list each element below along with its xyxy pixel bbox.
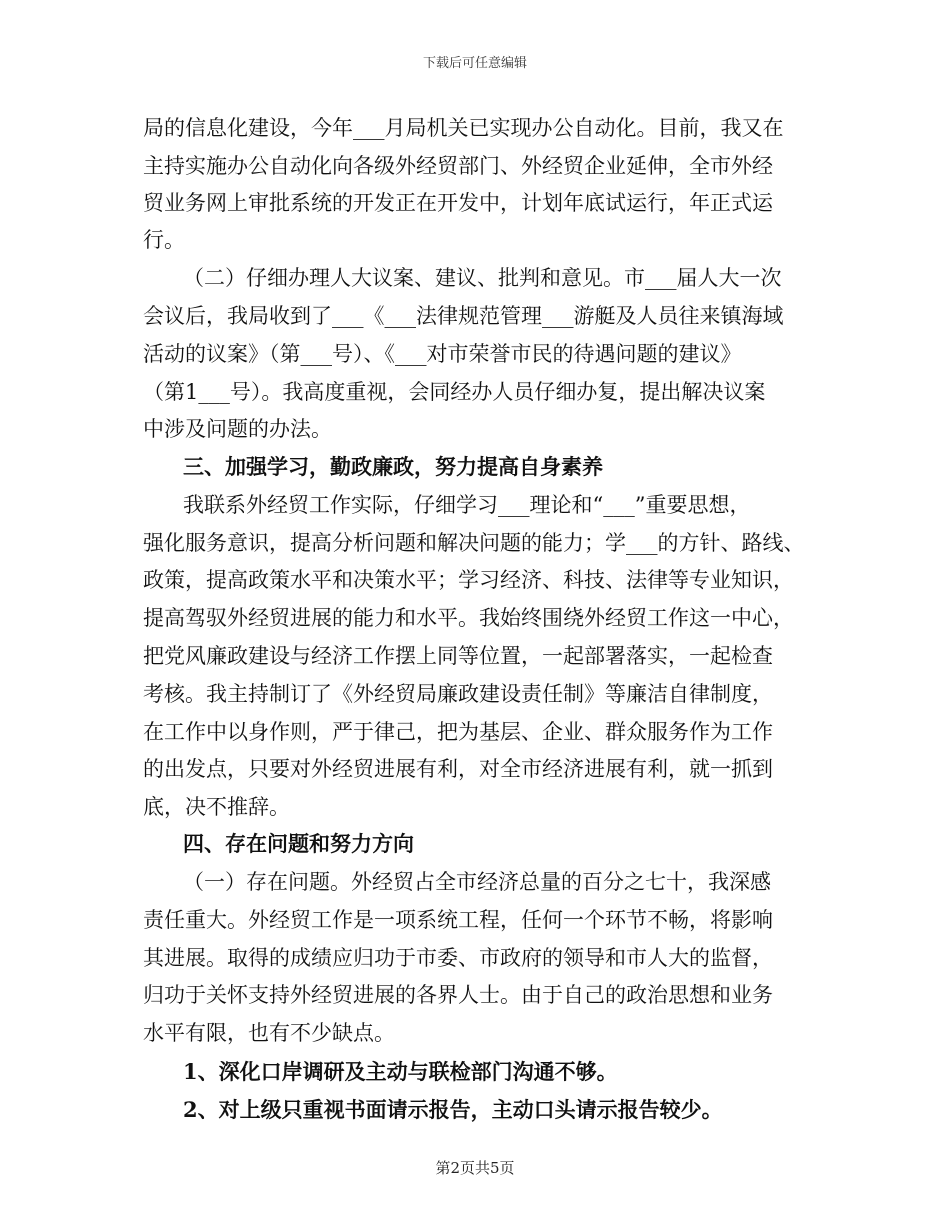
body-line: （一）存在问题。外经贸占全市经济总量的百分之七十，我深感: [183, 870, 771, 894]
section-heading: 三、加强学习，勤政廉政，努力提高自身素养: [183, 454, 603, 479]
body-line: 贸业务网上审批系统的开发正在开发中，计划年底试运行，年正式运: [143, 191, 773, 215]
body-line: 强化服务意识，提高分析问题和解决问题的能力；学___的方针、路线、: [143, 531, 805, 555]
body-line: 归功于关怀支持外经贸进展的各界人士。由于自己的政治思想和业务: [143, 983, 773, 1007]
body-line: 把党风廉政建设与经济工作摆上同等位置，一起部署落实，一起检查: [143, 644, 773, 668]
body-line: 提高驾驭外经贸进展的能力和水平。我始终围绕外经贸工作这一中心，: [143, 606, 794, 630]
body-line: 行。: [143, 228, 185, 252]
list-item: 1、深化口岸调研及主动与联检部门沟通不够。: [183, 1059, 618, 1084]
section-heading: 四、存在问题和努力方向: [183, 831, 414, 856]
body-line: 会议后，我局收到了___《___法律规范管理___游艇及人员往来镇海域: [143, 304, 784, 328]
page-number: 第2页共5页: [435, 1159, 515, 1177]
body-line: （二）仔细办理人大议案、建议、批判和意见。市___届人大一次: [183, 266, 782, 290]
body-line: （第1___号）。我高度重视，会同经办人员仔细办复，提出解决议案: [143, 380, 766, 404]
body-line: 在工作中以身作则，严于律己，把为基层、企业、群众服务作为工作: [143, 720, 773, 744]
body-line: 局的信息化建设，今年___月局机关已实现办公自动化。目前，我又在: [143, 116, 784, 140]
body-line: 责任重大。外经贸工作是一项系统工程，任何一个环节不畅，将影响: [143, 908, 773, 932]
body-line: 的出发点，只要对外经贸进展有利，对全市经济进展有利，就一抓到: [143, 757, 773, 781]
page-header: 下载后可任意编辑: [422, 56, 527, 71]
body-line: 考核。我主持制订了《外经贸局廉政建设责任制》等廉洁自律制度，: [143, 682, 773, 706]
list-item: 2、对上级只重视书面请示报告，主动口头请示报告较少。: [183, 1097, 723, 1122]
body-line: 活动的议案》（第___号）、《___对市荣誉市民的待遇问题的建议》: [143, 342, 742, 366]
body-line: 主持实施办公自动化向各级外经贸部门、外经贸企业延伸，全市外经: [143, 154, 773, 178]
body-line: 中涉及问题的办法。: [143, 417, 332, 441]
body-line: 其进展。取得的成绩应归功于市委、市政府的领导和市人大的监督，: [143, 946, 773, 970]
body-line: 政策，提高政策水平和决策水平；学习经济、科技、法律等专业知识，: [143, 568, 794, 592]
body-line: 底，决不推辞。: [143, 795, 290, 819]
body-line: 我联系外经贸工作实际，仔细学习___理论和“___”重要思想，: [183, 493, 751, 517]
body-line: 水平有限，也有不少缺点。: [143, 1021, 395, 1045]
